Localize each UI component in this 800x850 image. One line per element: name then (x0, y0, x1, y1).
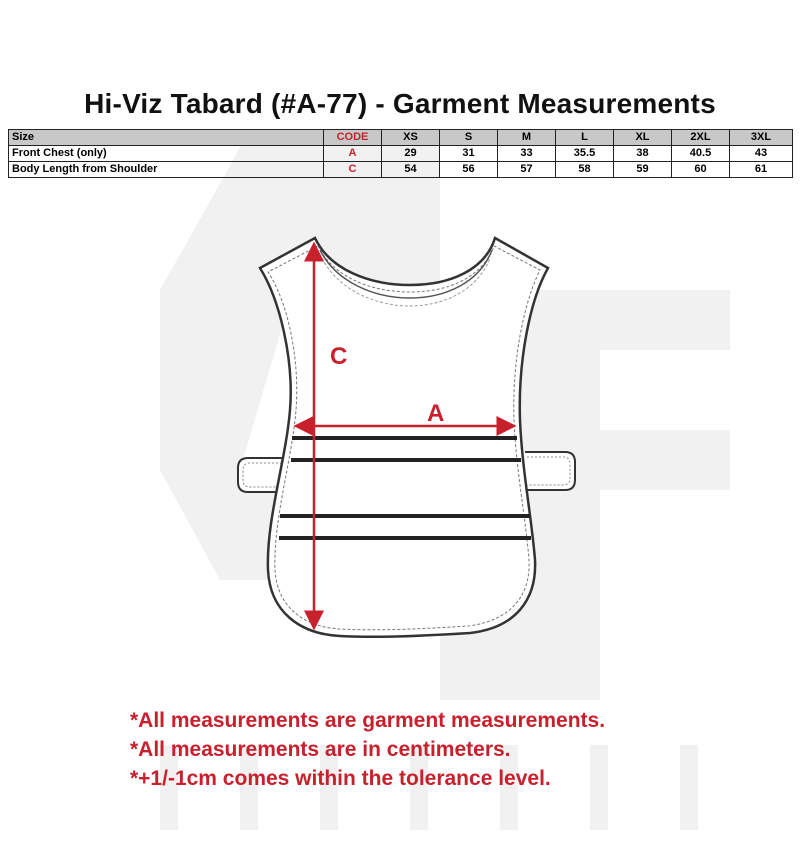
note-garment-measurements: *All measurements are garment measurements. (130, 709, 606, 732)
side-strap-right (525, 452, 575, 490)
page-title: Hi-Viz Tabard (#A-77) - Garment Measurements (84, 88, 716, 119)
table-row-front-chest (9, 146, 793, 162)
table-cell: 58 (556, 162, 614, 178)
table-cell: 33 (498, 146, 556, 162)
row-code: C (324, 162, 382, 178)
header-size-label: Size (9, 130, 324, 146)
note-tolerance: *+1/-1cm comes within the tolerance level. (130, 767, 551, 790)
header-size-xl: XL (614, 130, 672, 146)
table-cell: 59 (614, 162, 672, 178)
table-cell: 40.5 (672, 146, 730, 162)
table-cell: 38 (614, 146, 672, 162)
label-c: C (330, 343, 348, 370)
table-cell: 57 (498, 162, 556, 178)
notes-block (130, 706, 605, 793)
header-code-label: CODE (324, 130, 382, 146)
table-cell: 29 (382, 146, 440, 162)
tabard-body (260, 238, 548, 637)
table-cell: 54 (382, 162, 440, 178)
row-code: A (324, 146, 382, 162)
note-centimeters: *All measurements are in centimeters. (130, 738, 511, 761)
table-cell: 35.5 (556, 146, 614, 162)
header-size-l: L (556, 130, 614, 146)
header-size-xs: XS (382, 130, 440, 146)
table-cell: 61 (730, 162, 793, 178)
header-size-3xl: 3XL (730, 130, 793, 146)
label-a: A (427, 400, 445, 427)
header-size-2xl: 2XL (672, 130, 730, 146)
row-label: Body Length from Shoulder (9, 162, 324, 178)
row-label: Front Chest (only) (9, 146, 324, 162)
table-header-row (9, 130, 793, 146)
header-size-s: S (440, 130, 498, 146)
header-size-m: M (498, 130, 556, 146)
table-cell: 56 (440, 162, 498, 178)
table-cell: 31 (440, 146, 498, 162)
measurement-table (8, 129, 793, 178)
table-cell: 43 (730, 146, 793, 162)
table-cell: 60 (672, 162, 730, 178)
table-row-body-length (9, 162, 793, 178)
